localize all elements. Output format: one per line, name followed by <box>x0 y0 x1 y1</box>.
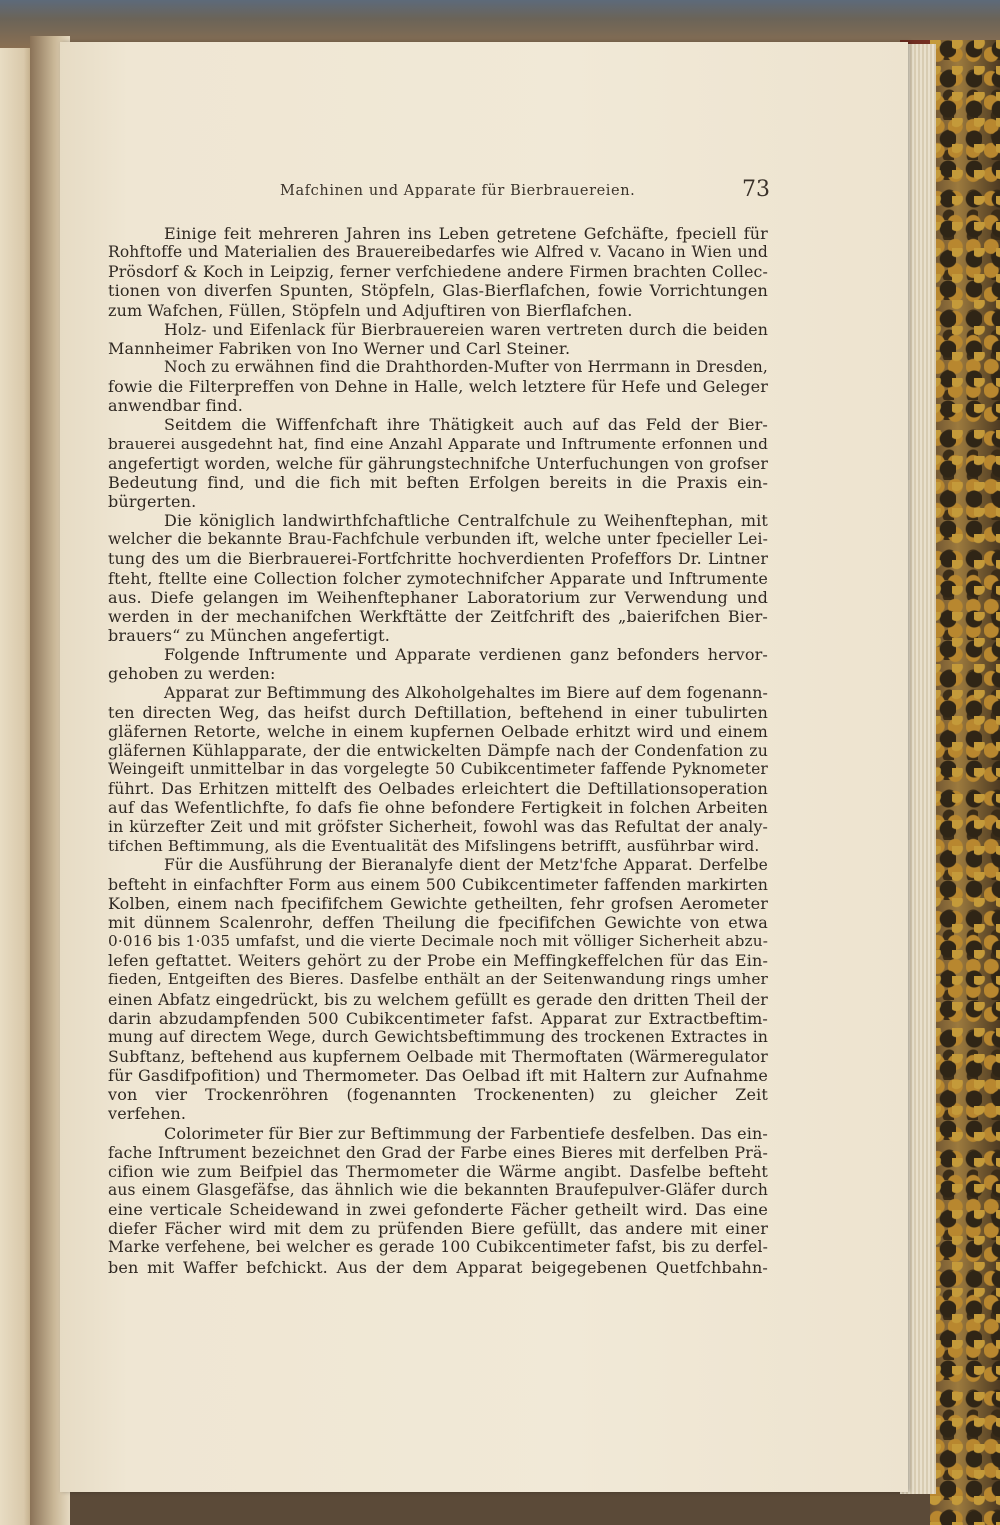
text-line: Einige feit mehreren Jahren ins Leben getretene Gefchäfte, fpeciell für <box>164 224 768 243</box>
running-head: Mafchinen und Apparate für Bierbrauereien. <box>280 183 636 199</box>
text-line: 0·016 bis 1·035 umfafst, und die vierte Decimale noch mit völliger Sicherheit abzu- <box>108 932 768 951</box>
text-line: in kürzefter Zeit und mit gröfster Sicherheit, fowohl was das Refultat der analy- <box>108 817 768 837</box>
text-line: cifion wie zum Beifpiel das Thermometer die Wärme angibt. Dasfelbe befteht <box>108 1161 768 1181</box>
text-line: tung des um die Bierbrauerei-Fortfchritte hochverdienten Profeffors Dr. Lintner <box>108 549 768 569</box>
text-line: verfehen. <box>108 1104 187 1124</box>
text-line: angefertigt worden, welche für gährungstechnifche Unterfuchungen von grofser <box>108 453 768 473</box>
text-line: Die königlich landwirthfchaftliche Centralfchule zu Weihenftephan, mit <box>164 511 768 531</box>
text-line: fowie die Filterpreffen von Dehne in Halle, welch letztere für Hefe und Geleger <box>108 377 768 397</box>
text-line: aus. Diefe gelangen im Weihenftephaner Laboratorium zur Verwendung und <box>108 587 768 607</box>
text-line: eine verticale Scheidewand in zwei gefonderte Fächer getheilt wird. Das eine <box>108 1200 768 1220</box>
text-line: Folgende Inftrumente und Apparate verdienen ganz befonders hervor- <box>164 645 768 665</box>
text-line: fache Inftrument bezeichnet den Grad der Farbe eines Bieres mit derfelben Prä- <box>108 1142 768 1162</box>
text-line: tifchen Beftimmung, als die Eventualität des Mifslingens betrifft, ausführbar wird. <box>108 836 760 855</box>
text-line: darin abzudampfenden 500 Cubikcentimeter fafst. Apparat zur Extractbeftim- <box>108 1008 768 1028</box>
text-line: welcher die bekannte Brau-Fachfchule verbunden ift, welche unter fpecieller Lei- <box>108 530 768 549</box>
text-line: Rohftoffe und Materialien des Brauereibedarfes wie Alfred v. Vacano in Wien und <box>108 243 768 262</box>
text-line: Weingeift unmittelbar in das vorgelegte 50 Cubikcentimeter faffende Pyknometer <box>108 759 768 778</box>
text-line: lefen geftattet. Weiters gehört zu der Probe ein Meffingkeffelchen für das Ein- <box>108 951 768 971</box>
text-line: brauerei ausgedehnt hat, find eine Anzahl Apparate und Inftrumente erfonnen und <box>108 434 768 453</box>
text-line: Holz- und Eifenlack für Bierbrauereien waren vertreten durch die beiden <box>164 319 768 339</box>
facing-page-edge <box>0 48 34 1525</box>
text-line: Subftanz, beftehend aus kupfernem Oelbade mit Thermoftaten (Wärmeregulator <box>108 1047 768 1067</box>
text-line: Colorimeter für Bier zur Beftimmung der Farbentiefe desfelben. Das ein- <box>164 1123 768 1143</box>
body-text <box>108 224 768 1277</box>
page-number: 73 <box>742 177 770 202</box>
text-line: Für die Ausführung der Bieranalyfe dient der Metz'fche Apparat. Derfelbe <box>164 855 768 874</box>
text-line: diefer Fächer wird mit dem zu prüfenden Biere gefüllt, das andere mit einer <box>108 1219 768 1239</box>
text-line: tionen von diverfen Spunten, Stöpfeln, Glas-Bierflafchen, fowie Vorrichtungen <box>108 281 768 301</box>
text-line: brauers“ zu München angefertigt. <box>108 625 390 645</box>
text-line: mit dünnem Scalenrohr, deffen Theilung die fpecififchen Gewichte von etwa <box>108 913 768 933</box>
book-top-edge <box>0 0 1000 48</box>
text-line: werden in der mechanifchen Werkftätte der Zeitfchrift des „baierifchen Bier- <box>108 606 768 626</box>
text-line: Kolben, einem nach fpecififchem Gewichte getheilten, fehr grofsen Aerometer <box>108 893 768 913</box>
text-line: Apparat zur Beftimmung des Alkoholgehaltes im Biere auf dem fogenann- <box>164 683 768 703</box>
text-line: bürgerten. <box>108 491 197 511</box>
text-line: einen Abfatz eingedrückt, bis zu welchem gefüllt es gerade den dritten Theil der <box>108 989 768 1009</box>
marbled-cover-edge <box>930 40 1000 1525</box>
text-line: führt. Das Erhitzen mittelft des Oelbades erleichtert die Deftillationsoperation <box>108 779 768 799</box>
text-line: ten directen Weg, das heifst durch Deftillation, beftehend in einer tubulirten <box>108 702 768 722</box>
text-line: mung auf directem Wege, durch Gewichtsbeftimmung des trockenen Extractes in <box>108 1027 768 1046</box>
text-line: von vier Trockenröhren (fogenannten Trockenenten) zu gleicher Zeit <box>108 1085 768 1105</box>
text-line: befteht in einfachfter Form aus einem 500 Cubikcentimeter faffenden markirten <box>108 874 768 894</box>
text-line: zum Wafchen, Füllen, Stöpfeln und Adjuftiren von Bierflafchen. <box>108 300 633 320</box>
text-line: fieden, Entgeiften des Bieres. Dasfelbe enthält an der Seitenwandung rings umher <box>108 970 768 989</box>
text-line: aus einem Glasgefäfse, das ähnlich wie die bekannten Braufepulver-Gläfer durch <box>108 1181 768 1200</box>
text-line: auf das Wefentlichfte, fo dafs fie ohne befondere Fertigkeit in folchen Arbeiten <box>108 798 768 818</box>
text-line: gläfernen Retorte, welche in einem kupfernen Oelbade erhitzt wird und einem <box>108 721 768 741</box>
text-line: gehoben zu werden: <box>108 664 276 684</box>
text-line: Seitdem die Wiffenfchaft ihre Thätigkeit auch auf das Feld der Bier- <box>164 415 768 435</box>
text-line: Prösdorf & Koch in Leipzig, ferner verfchiedene andere Firmen brachten Collec- <box>108 262 768 282</box>
text-line: für Gasdifpofition) und Thermometer. Das Oelbad ift mit Haltern zur Aufnahme <box>108 1066 768 1086</box>
text-line: Mannheimer Fabriken von Ino Werner und Carl Steiner. <box>108 338 571 358</box>
text-line: ben mit Waffer befchickt. Aus der dem Apparat beigegebenen Quetfchbahn- <box>108 1257 768 1277</box>
text-line: Noch zu erwähnen find die Drahthorden-Mufter von Herrmann in Dresden, <box>164 357 768 376</box>
text-line: gläfernen Kühlapparate, der die entwickelten Dämpfe nach der Condenfation zu <box>108 740 768 760</box>
text-line: Marke verfehene, bei welcher es gerade 100 Cubikcentimeter fafst, bis zu derfel- <box>108 1238 768 1257</box>
text-line: Bedeutung find, und die fich mit beften Erfolgen bereits in die Praxis ein- <box>108 472 768 492</box>
text-line: anwendbar find. <box>108 396 243 416</box>
text-line: fteht, ftellte eine Collection folcher zymotechnifcher Apparate und Inftrumente <box>108 568 768 588</box>
